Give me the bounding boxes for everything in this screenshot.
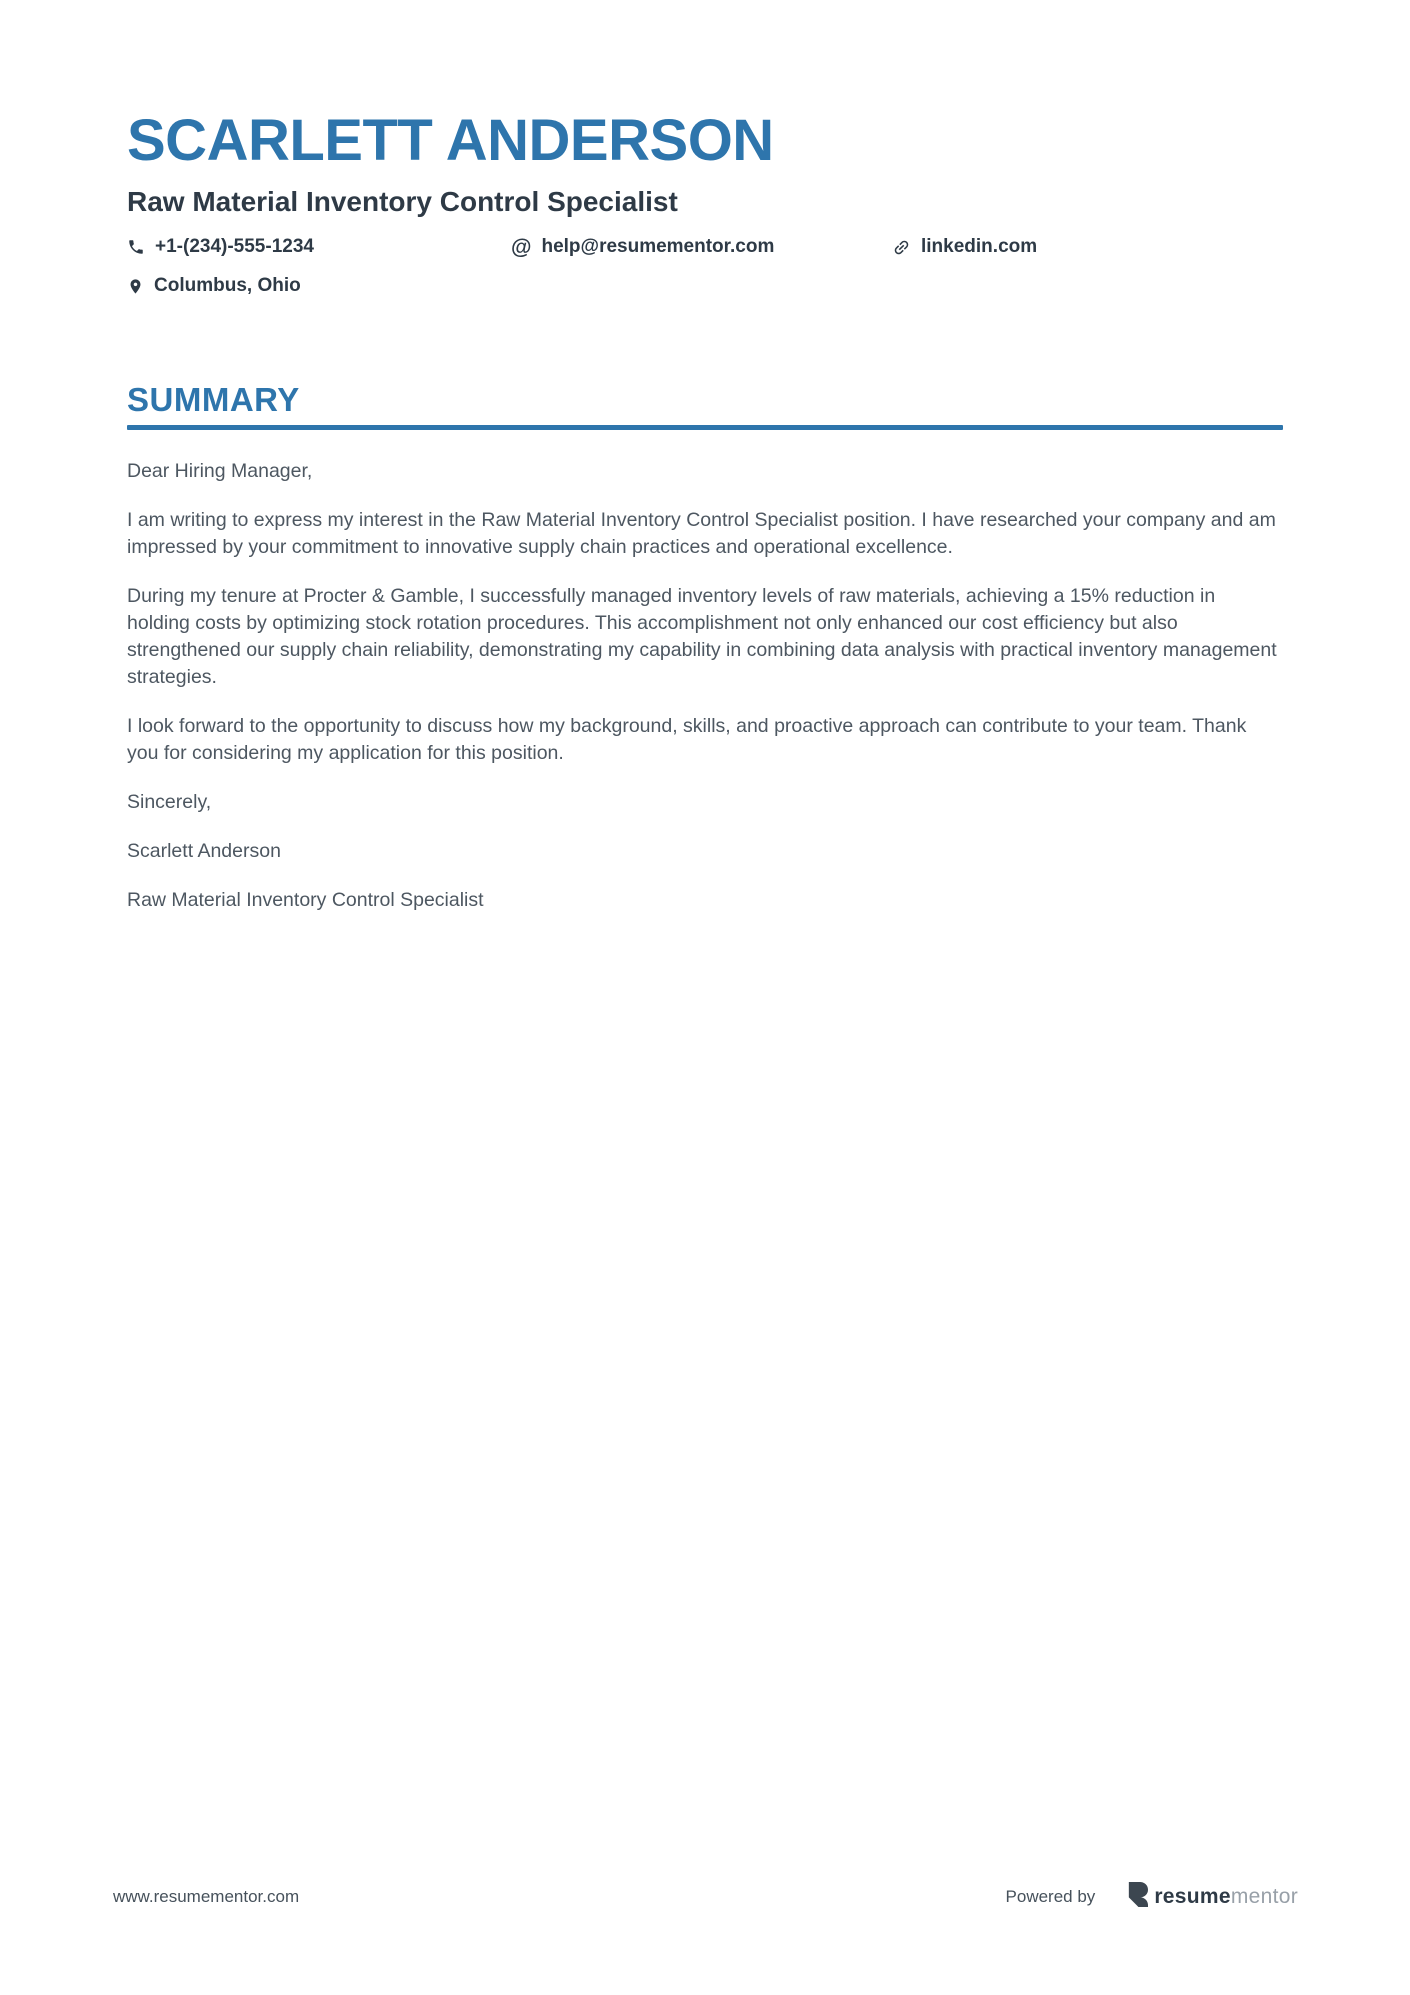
brand-text-light: mentor (1230, 1885, 1298, 1908)
link-icon (892, 238, 911, 257)
letter-paragraph: I look forward to the opportunity to discuss how my background, skills, and proactive approach can contribute to your team. Thank you for considering my application for this position. (127, 715, 1247, 765)
contact-phone-label: +1-(234)-555-1234 (155, 236, 314, 258)
letter-salutation: Dear Hiring Manager, (127, 460, 313, 483)
person-title: Raw Material Inventory Control Specialist (127, 186, 678, 217)
section-heading: SUMMARY (127, 381, 300, 419)
contact-email[interactable] (511, 236, 892, 258)
letter-paragraph: During my tenure at Procter & Gamble, I successfully managed inventory levels of raw materials, achieving a 15% reduction in holding costs by optimizing stock rotation procedures. This accomplishment not only enhanced our cost efficiency but also strengthened our supply chain reliability, demonstrating my capability in combining data analysis with practical inventory management strategies. (127, 585, 1277, 689)
letter-closing: Sincerely, (127, 791, 212, 814)
letter-signature-name: Scarlett Anderson (127, 840, 281, 863)
summary-section (127, 383, 1283, 914)
contact-list (127, 236, 1283, 297)
page-content (0, 108, 1410, 914)
footer-website-link[interactable]: www.resumementor.com (113, 1887, 300, 1906)
at-icon: @ (511, 235, 532, 259)
brand-text-bold: resume (1154, 1885, 1231, 1908)
contact-linkedin-label: linkedin.com (921, 236, 1038, 258)
person-name: SCARLETT ANDERSON (127, 108, 774, 173)
resumementor-logo-text (1154, 1885, 1298, 1909)
letter-signature-title: Raw Material Inventory Control Specialist (127, 889, 484, 912)
contact-email-label: help@resumementor.com (541, 236, 775, 258)
contact-phone[interactable] (127, 236, 511, 258)
contact-location-label: Columbus, Ohio (154, 275, 301, 297)
phone-icon (127, 238, 145, 256)
powered-by (1006, 1882, 1298, 1912)
header (127, 108, 1283, 297)
contact-location (127, 275, 511, 297)
letter-paragraph: I am writing to express my interest in the Raw Material Inventory Control Specialist position. I have researched your company and am impressed by your commitment to innovative supply chain practices and operational excellence. (127, 509, 1276, 559)
section-divider (127, 425, 1283, 430)
powered-by-label: Powered by (1005, 1887, 1096, 1906)
contact-linkedin[interactable] (892, 236, 1283, 258)
resumementor-logo[interactable] (1125, 1882, 1298, 1912)
letter-body (127, 458, 1283, 914)
resumementor-logo-icon (1125, 1882, 1148, 1912)
page-footer (113, 1882, 1298, 1912)
location-icon (127, 277, 144, 296)
